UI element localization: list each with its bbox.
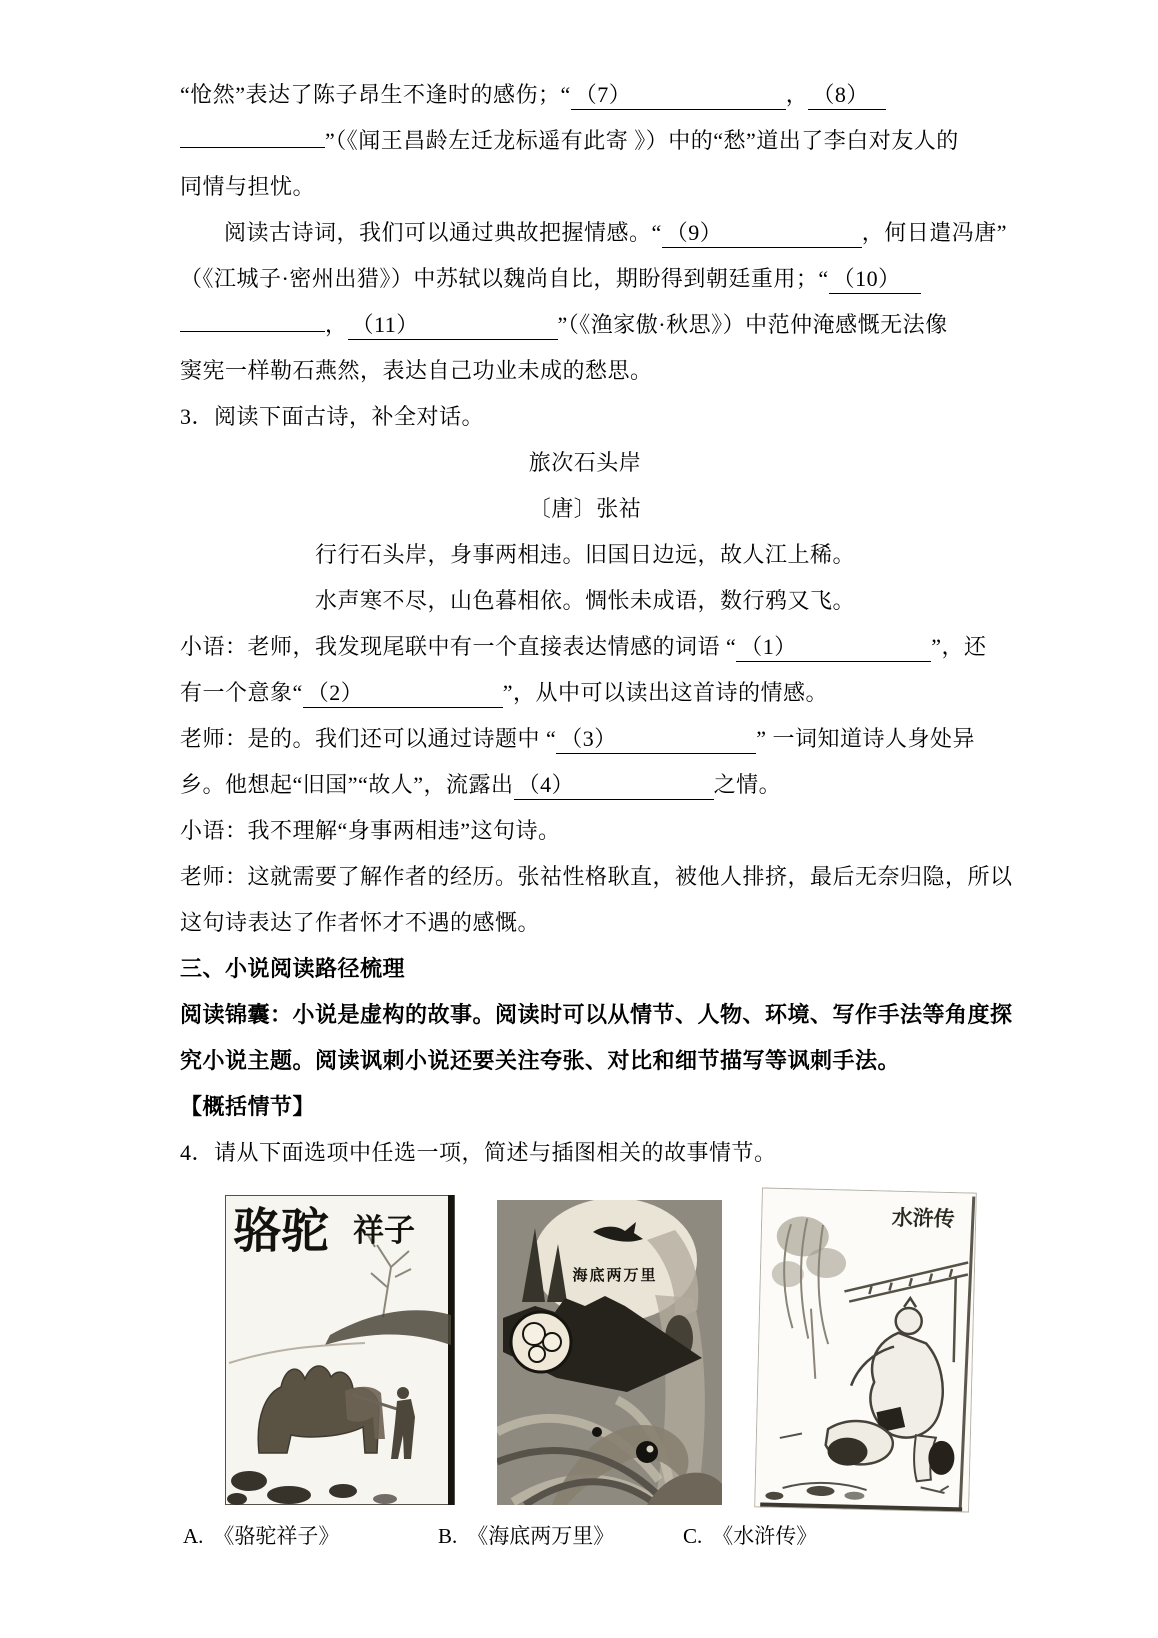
fill-in-blank: （1） bbox=[736, 632, 931, 662]
text-segment: 究小说主题。阅读讽刺小说还要关注夸张、对比和细节描写等讽刺手法。 bbox=[180, 1048, 901, 1073]
text-line bbox=[180, 854, 1013, 900]
text-segment: ”（《闻王昌龄左迁龙标遥有此寄 》）中的“愁”道出了李白对友人的 bbox=[325, 128, 959, 153]
text-segment: 有一个意象“ bbox=[180, 680, 303, 705]
text-line bbox=[180, 808, 990, 854]
option-letter: A. bbox=[183, 1524, 204, 1548]
text-segment: ，何日遣冯唐” bbox=[861, 220, 1008, 245]
text-line bbox=[180, 348, 990, 394]
text-segment: ， bbox=[785, 82, 809, 107]
option-title: 《骆驼祥子》 bbox=[213, 1524, 340, 1548]
text-line bbox=[180, 1038, 990, 1084]
text-segment: 老师：这就需要了解作者的经历。张祜性格耿直，被他人排挤，最后无奈归隐，所以 bbox=[180, 864, 1013, 889]
text-segment: 小语：我不理解“身事两相违”这句诗。 bbox=[180, 818, 561, 843]
text-segment: 〔唐〕张祜 bbox=[528, 496, 642, 521]
text-line bbox=[180, 256, 990, 302]
cover-title: 水浒传 bbox=[891, 1205, 956, 1232]
water-margin-cover-illustration bbox=[754, 1187, 977, 1512]
text-line bbox=[180, 532, 990, 578]
cover-title: 海底两万里 bbox=[572, 1268, 658, 1284]
text-line bbox=[180, 210, 1008, 256]
fill-in-blank: （10） bbox=[829, 264, 921, 294]
book-covers-row bbox=[0, 1185, 1158, 1515]
fill-in-blank: （11） bbox=[348, 310, 558, 340]
cover-title-small: 祥子 bbox=[353, 1213, 415, 1248]
text-segment: （《江城子·密州出猎》）中苏轼以魏尚自比，期盼得到朝廷重用；“ bbox=[180, 266, 829, 291]
twenty-thousand-leagues-cover-illustration bbox=[497, 1200, 722, 1505]
text-segment: ”（《渔家傲·秋思》）中范仲淹感慨无法像 bbox=[557, 312, 948, 337]
text-segment: 小语：老师，我发现尾联中有一个直接表达情感的词语 “ bbox=[180, 634, 737, 659]
text-segment: 3．阅读下面古诗，补全对话。 bbox=[180, 404, 485, 429]
text-segment: 窦宪一样勒石燕然，表达自己功业未成的愁思。 bbox=[180, 358, 653, 383]
fill-in-blank: （7） bbox=[571, 80, 786, 110]
text-line bbox=[180, 72, 990, 118]
text-segment: 三、小说阅读路径梳理 bbox=[180, 956, 406, 981]
text-segment: 这句诗表达了作者怀才不遇的感慨。 bbox=[180, 910, 541, 935]
book-cover-shuihu-zhuan bbox=[754, 1187, 977, 1512]
text-line bbox=[180, 394, 990, 440]
text-line bbox=[180, 578, 990, 624]
text-line bbox=[180, 900, 990, 946]
text-segment: 同情与担忧。 bbox=[180, 174, 316, 199]
text-line bbox=[180, 440, 990, 486]
text-segment: 水声寒不尽，山色暮相依。惆怅未成语，数行鸦又飞。 bbox=[314, 588, 855, 613]
text-line bbox=[180, 762, 990, 808]
text-line bbox=[180, 624, 990, 670]
fill-in-blank: （3） bbox=[556, 724, 756, 754]
caption-option-a bbox=[183, 1520, 339, 1550]
book-cover-luotuo-xiangzi bbox=[225, 1195, 455, 1505]
text-segment: 阅读锦囊：小说是虚构的故事。阅读时可以从情节、人物、环境、写作手法等角度探 bbox=[180, 1002, 1013, 1027]
text-segment: 行行石头岸，身事两相违。旧国日边远，故人江上稀。 bbox=[314, 542, 855, 567]
text-segment: 之情。 bbox=[713, 772, 782, 797]
option-title: 《水浒传》 bbox=[712, 1524, 818, 1548]
text-line bbox=[180, 1130, 990, 1176]
camel-xiangzi-cover-illustration bbox=[225, 1195, 455, 1505]
text-segment: 乡。他想起“旧国”“故人”，流露出 bbox=[180, 772, 514, 797]
text-segment: ”，从中可以读出这首诗的情感。 bbox=[502, 680, 829, 705]
text-line bbox=[180, 1084, 990, 1130]
text-segment: 老师：是的。我们还可以通过诗题中 “ bbox=[180, 726, 557, 751]
text-line bbox=[180, 302, 990, 348]
book-cover-haidi-liangwanli bbox=[497, 1200, 722, 1505]
fill-in-blank: （9） bbox=[662, 218, 862, 248]
text-line bbox=[180, 992, 1013, 1038]
fill-in-blank: （2） bbox=[303, 678, 503, 708]
text-segment: 4．请从下面选项中任选一项，简述与插图相关的故事情节。 bbox=[180, 1140, 777, 1165]
option-letter: C. bbox=[683, 1524, 703, 1548]
fill-in-blank: （4） bbox=[514, 770, 714, 800]
text-line bbox=[180, 946, 990, 992]
document-lines bbox=[180, 72, 1013, 1176]
text-line bbox=[180, 118, 990, 164]
option-letter: B. bbox=[438, 1524, 458, 1548]
text-segment: 旅次石头岸 bbox=[528, 450, 642, 475]
text-segment: ， bbox=[325, 312, 348, 337]
caption-option-c bbox=[683, 1520, 817, 1550]
fill-in-blank: （8） bbox=[808, 80, 886, 110]
fill-in-blank bbox=[180, 302, 325, 332]
text-line bbox=[180, 716, 990, 762]
caption-option-b bbox=[438, 1520, 614, 1550]
text-segment: “怆然”表达了陈子昂生不逢时的感伤；“ bbox=[180, 82, 571, 107]
option-title: 《海底两万里》 bbox=[467, 1524, 615, 1548]
text-segment: 阅读古诗词，我们可以通过典故把握情感。“ bbox=[224, 220, 662, 245]
cover-title-large: 骆驼 bbox=[233, 1205, 330, 1258]
fill-in-blank bbox=[180, 118, 325, 148]
text-line bbox=[180, 486, 990, 532]
text-segment: ” 一词知道诗人身处异 bbox=[756, 726, 976, 751]
text-line bbox=[180, 164, 990, 210]
figure-captions-row bbox=[0, 1520, 1158, 1554]
text-segment: 【概括情节】 bbox=[180, 1094, 316, 1119]
text-segment: ”，还 bbox=[931, 634, 987, 659]
text-line bbox=[180, 670, 990, 716]
